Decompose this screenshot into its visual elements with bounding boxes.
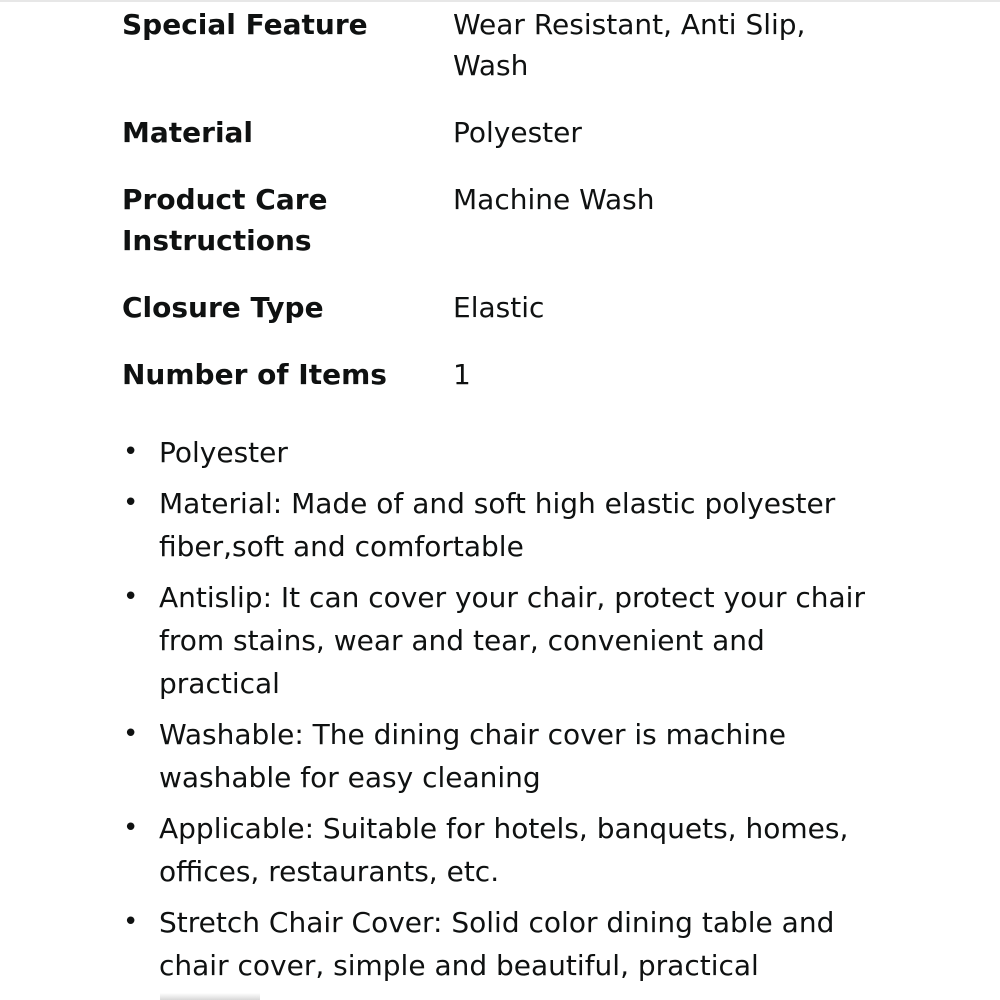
cutoff-text-fragment bbox=[160, 993, 260, 1000]
bullet-text: Applicable: Suitable for hotels, banquets, homes, offices, restaurants, etc. bbox=[159, 812, 849, 888]
list-item bbox=[122, 576, 882, 705]
spec-row-product-care bbox=[122, 179, 882, 261]
spec-label: Closure Type bbox=[122, 291, 324, 324]
product-specs-table bbox=[122, 0, 882, 421]
spec-row-special-feature bbox=[122, 4, 882, 86]
bullet-icon: • bbox=[123, 719, 139, 749]
spec-value: Machine Wash bbox=[453, 183, 655, 216]
spec-value: Polyester bbox=[453, 116, 582, 149]
list-item bbox=[122, 482, 882, 568]
spec-row-number-of-items bbox=[122, 354, 882, 395]
bullet-text: Stretch Chair Cover: Solid color dining table and chair cover, simple and beautiful, practical bbox=[159, 906, 835, 982]
feature-bullet-list bbox=[122, 431, 882, 995]
spec-row-material bbox=[122, 112, 882, 153]
bullet-icon: • bbox=[123, 813, 139, 843]
spec-label: Product Care Instructions bbox=[122, 183, 328, 257]
list-item bbox=[122, 713, 882, 799]
bullet-icon: • bbox=[123, 488, 139, 518]
bullet-icon: • bbox=[123, 437, 139, 467]
spec-label: Material bbox=[122, 116, 254, 149]
bullet-icon: • bbox=[123, 907, 139, 937]
bullet-text: Washable: The dining chair cover is machine washable for easy cleaning bbox=[159, 718, 786, 794]
list-item bbox=[122, 807, 882, 893]
bullet-icon: • bbox=[123, 582, 139, 612]
bullet-text: Antislip: It can cover your chair, protect your chair from stains, wear and tear, convenient and practical bbox=[159, 581, 865, 700]
spec-value: 1 bbox=[453, 358, 471, 391]
list-item bbox=[122, 901, 882, 987]
spec-value: Wear Resistant, Anti Slip, Wash bbox=[453, 8, 806, 82]
spec-value: Elastic bbox=[453, 291, 545, 324]
spec-label: Special Feature bbox=[122, 8, 368, 41]
spec-row-closure-type bbox=[122, 287, 882, 328]
list-item bbox=[122, 431, 882, 474]
bullet-text: Polyester bbox=[159, 436, 288, 469]
bullet-text: Material: Made of and soft high elastic polyester fiber,soft and comfortable bbox=[159, 487, 836, 563]
spec-label: Number of Items bbox=[122, 358, 387, 391]
